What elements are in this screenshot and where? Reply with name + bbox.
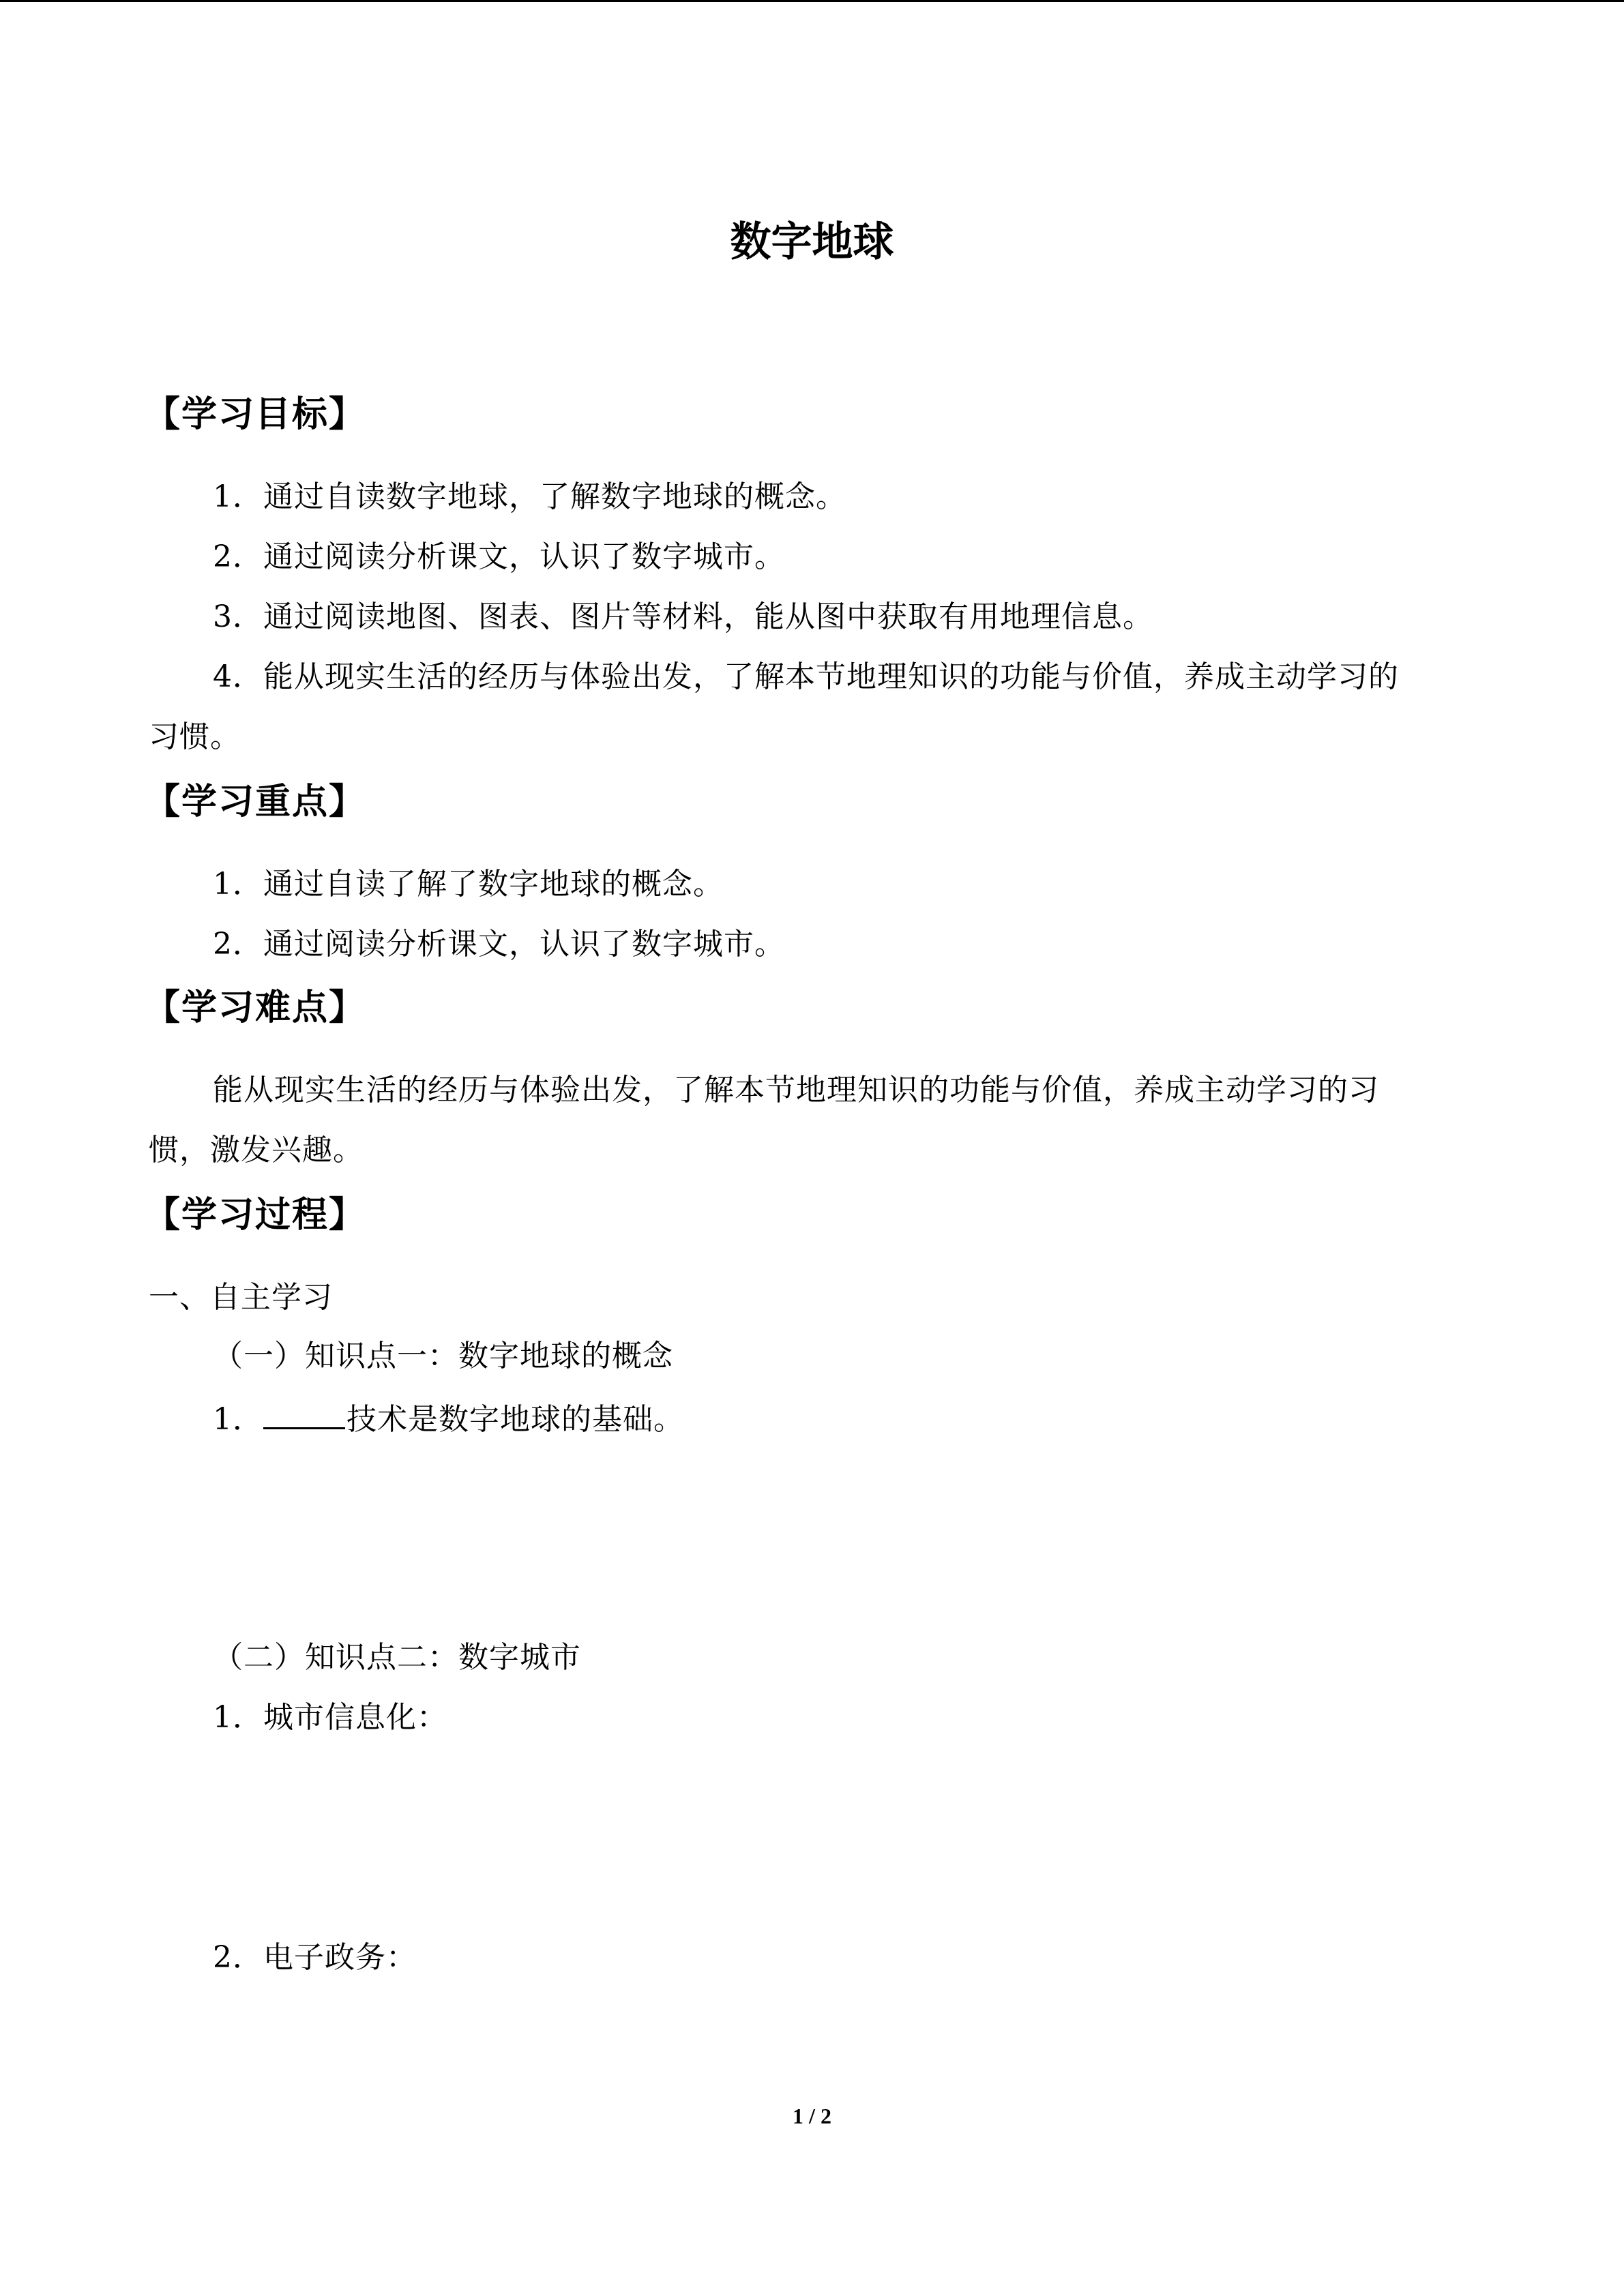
difficulty-line: 能从现实生活的经历与体验出发，了解本节地理知识的功能与价值，养成主动学习的习 [213, 1073, 1379, 1107]
part-one-title: 一、自主学习 [149, 1280, 333, 1315]
heading-objectives: 【学习目标】 [145, 394, 366, 435]
key-point-item: 2．通过阅读分析课文，认识了数字城市。 [213, 927, 785, 961]
page-number: 1 / 2 [793, 2104, 831, 2128]
question-text: 技术是数字地球的基础。 [346, 1402, 684, 1437]
question-number: 1． [213, 1402, 263, 1437]
page-title: 数字地球 [730, 218, 894, 266]
difficulty-line: 惯，激发兴趣。 [149, 1133, 364, 1167]
question-e-government: 2．电子政务： [213, 1940, 417, 1975]
objective-item: 1．通过自读数字地球，了解数字地球的概念。 [213, 479, 846, 514]
heading-key-points: 【学习重点】 [145, 781, 366, 822]
heading-process: 【学习过程】 [145, 1195, 366, 1236]
knowledge-point-one-title: （一）知识点一：数字地球的概念 [213, 1339, 673, 1373]
objective-item-continuation: 习惯。 [149, 719, 241, 754]
question-city-informatization: 1．城市信息化： [213, 1700, 447, 1735]
objective-item: 4．能从现实生活的经历与体验出发，了解本节地理知识的功能与价值，养成主动学习的 [213, 659, 1399, 694]
key-point-item: 1．通过自读了解了数字地球的概念。 [213, 867, 724, 901]
question-blank-line [213, 1397, 684, 1440]
objective-item: 3．通过阅读地图、图表、图片等材料，能从图中获取有用地理信息。 [213, 599, 1153, 634]
heading-difficulties: 【学习难点】 [145, 987, 366, 1028]
knowledge-point-two-title: （二）知识点二：数字城市 [213, 1640, 581, 1675]
fill-in-blank[interactable] [263, 1397, 345, 1429]
objective-item: 2．通过阅读分析课文，认识了数字城市。 [213, 539, 785, 574]
